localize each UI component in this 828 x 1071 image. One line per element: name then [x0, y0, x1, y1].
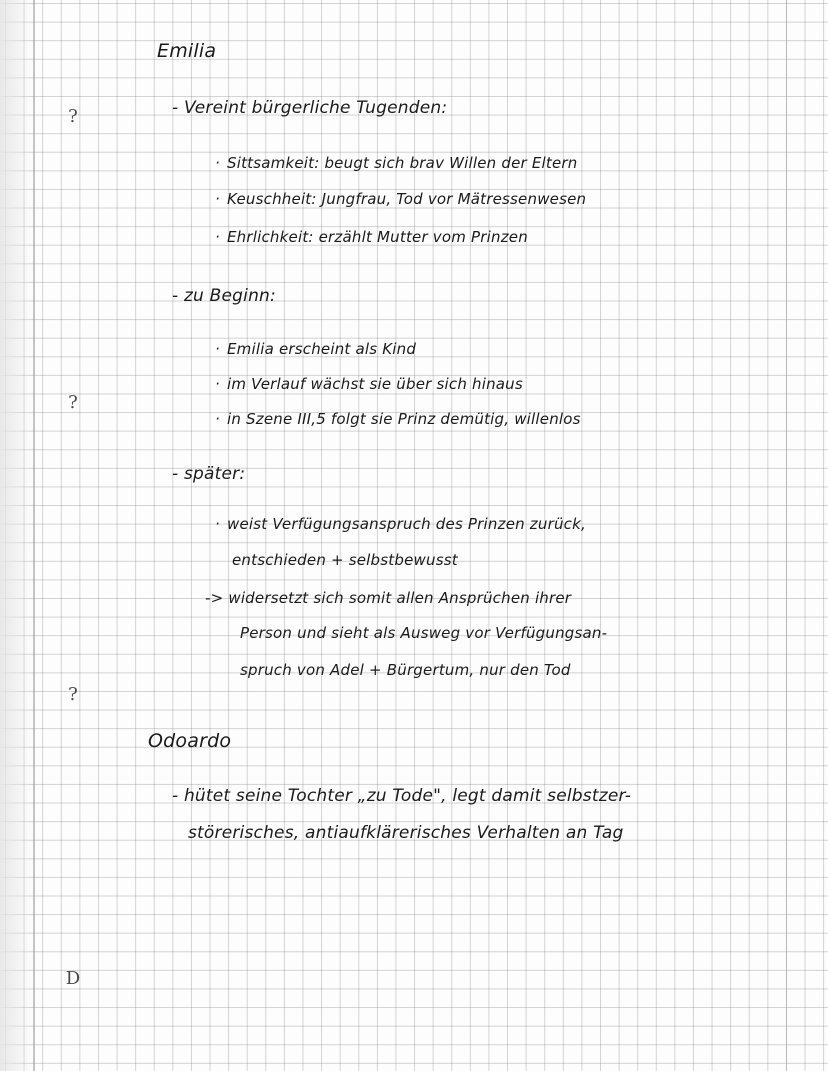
bullet: ·: [215, 228, 220, 246]
arrow-line-continuation: spruch von Adel + Bürgertum, nur den Tod: [240, 661, 571, 679]
label-beginn: - zu Beginn:: [172, 286, 276, 306]
arrow-line: -> widersetzt sich somit allen Ansprüchen ihrer: [205, 589, 572, 607]
bullet: ·: [215, 190, 220, 208]
list-item: [215, 410, 581, 428]
label-spaeter: - später:: [172, 464, 246, 484]
punch-hole-mark: ?: [68, 106, 78, 127]
punch-hole-mark: D: [65, 968, 81, 989]
punch-hole-mark: ?: [68, 684, 78, 705]
list-item-text: Sittsamkeit: beugt sich brav Willen der Eltern: [227, 154, 578, 172]
right-margin-line: [786, 0, 787, 1071]
page-edge-shadow: [0, 0, 34, 1071]
list-item-text: Keuschheit: Jungfrau, Tod vor Mätressenwesen: [227, 190, 587, 208]
list-item-text: Emilia erscheint als Kind: [227, 340, 417, 358]
list-item-continuation: entschieden + selbstbewusst: [232, 551, 458, 569]
list-item-text: im Verlauf wächst sie über sich hinaus: [227, 375, 523, 393]
list-item: [215, 340, 416, 358]
bullet: ·: [215, 154, 220, 172]
odoardo-line: - hütet seine Tochter „zu Tode", legt damit selbstzer-: [172, 786, 632, 806]
list-item: [215, 190, 586, 208]
bullet: ·: [215, 375, 220, 393]
list-item-text: in Szene III,5 folgt sie Prinz demütig, willenlos: [227, 410, 581, 428]
bullet: ·: [215, 515, 220, 533]
arrow-line-continuation: Person und sieht als Ausweg vor Verfügungsan-: [240, 624, 608, 642]
punch-hole-mark: ?: [68, 392, 78, 413]
bullet: ·: [215, 410, 220, 428]
list-item-text: weist Verfügungsanspruch des Prinzen zurück,: [227, 515, 586, 533]
list-item: [215, 375, 523, 393]
list-item: [215, 154, 577, 172]
left-margin-line: [33, 0, 35, 1071]
heading-odoardo: Odoardo: [148, 730, 232, 752]
list-item-text: Ehrlichkeit: erzählt Mutter vom Prinzen: [227, 228, 528, 246]
bullet: ·: [215, 340, 220, 358]
list-item: [215, 515, 586, 533]
list-item: [215, 228, 528, 246]
label-tugenden: - Vereint bürgerliche Tugenden:: [172, 98, 448, 118]
heading-emilia: Emilia: [157, 40, 217, 62]
odoardo-line-continuation: störerisches, antiaufklärerisches Verhalten an Tag: [188, 823, 624, 843]
